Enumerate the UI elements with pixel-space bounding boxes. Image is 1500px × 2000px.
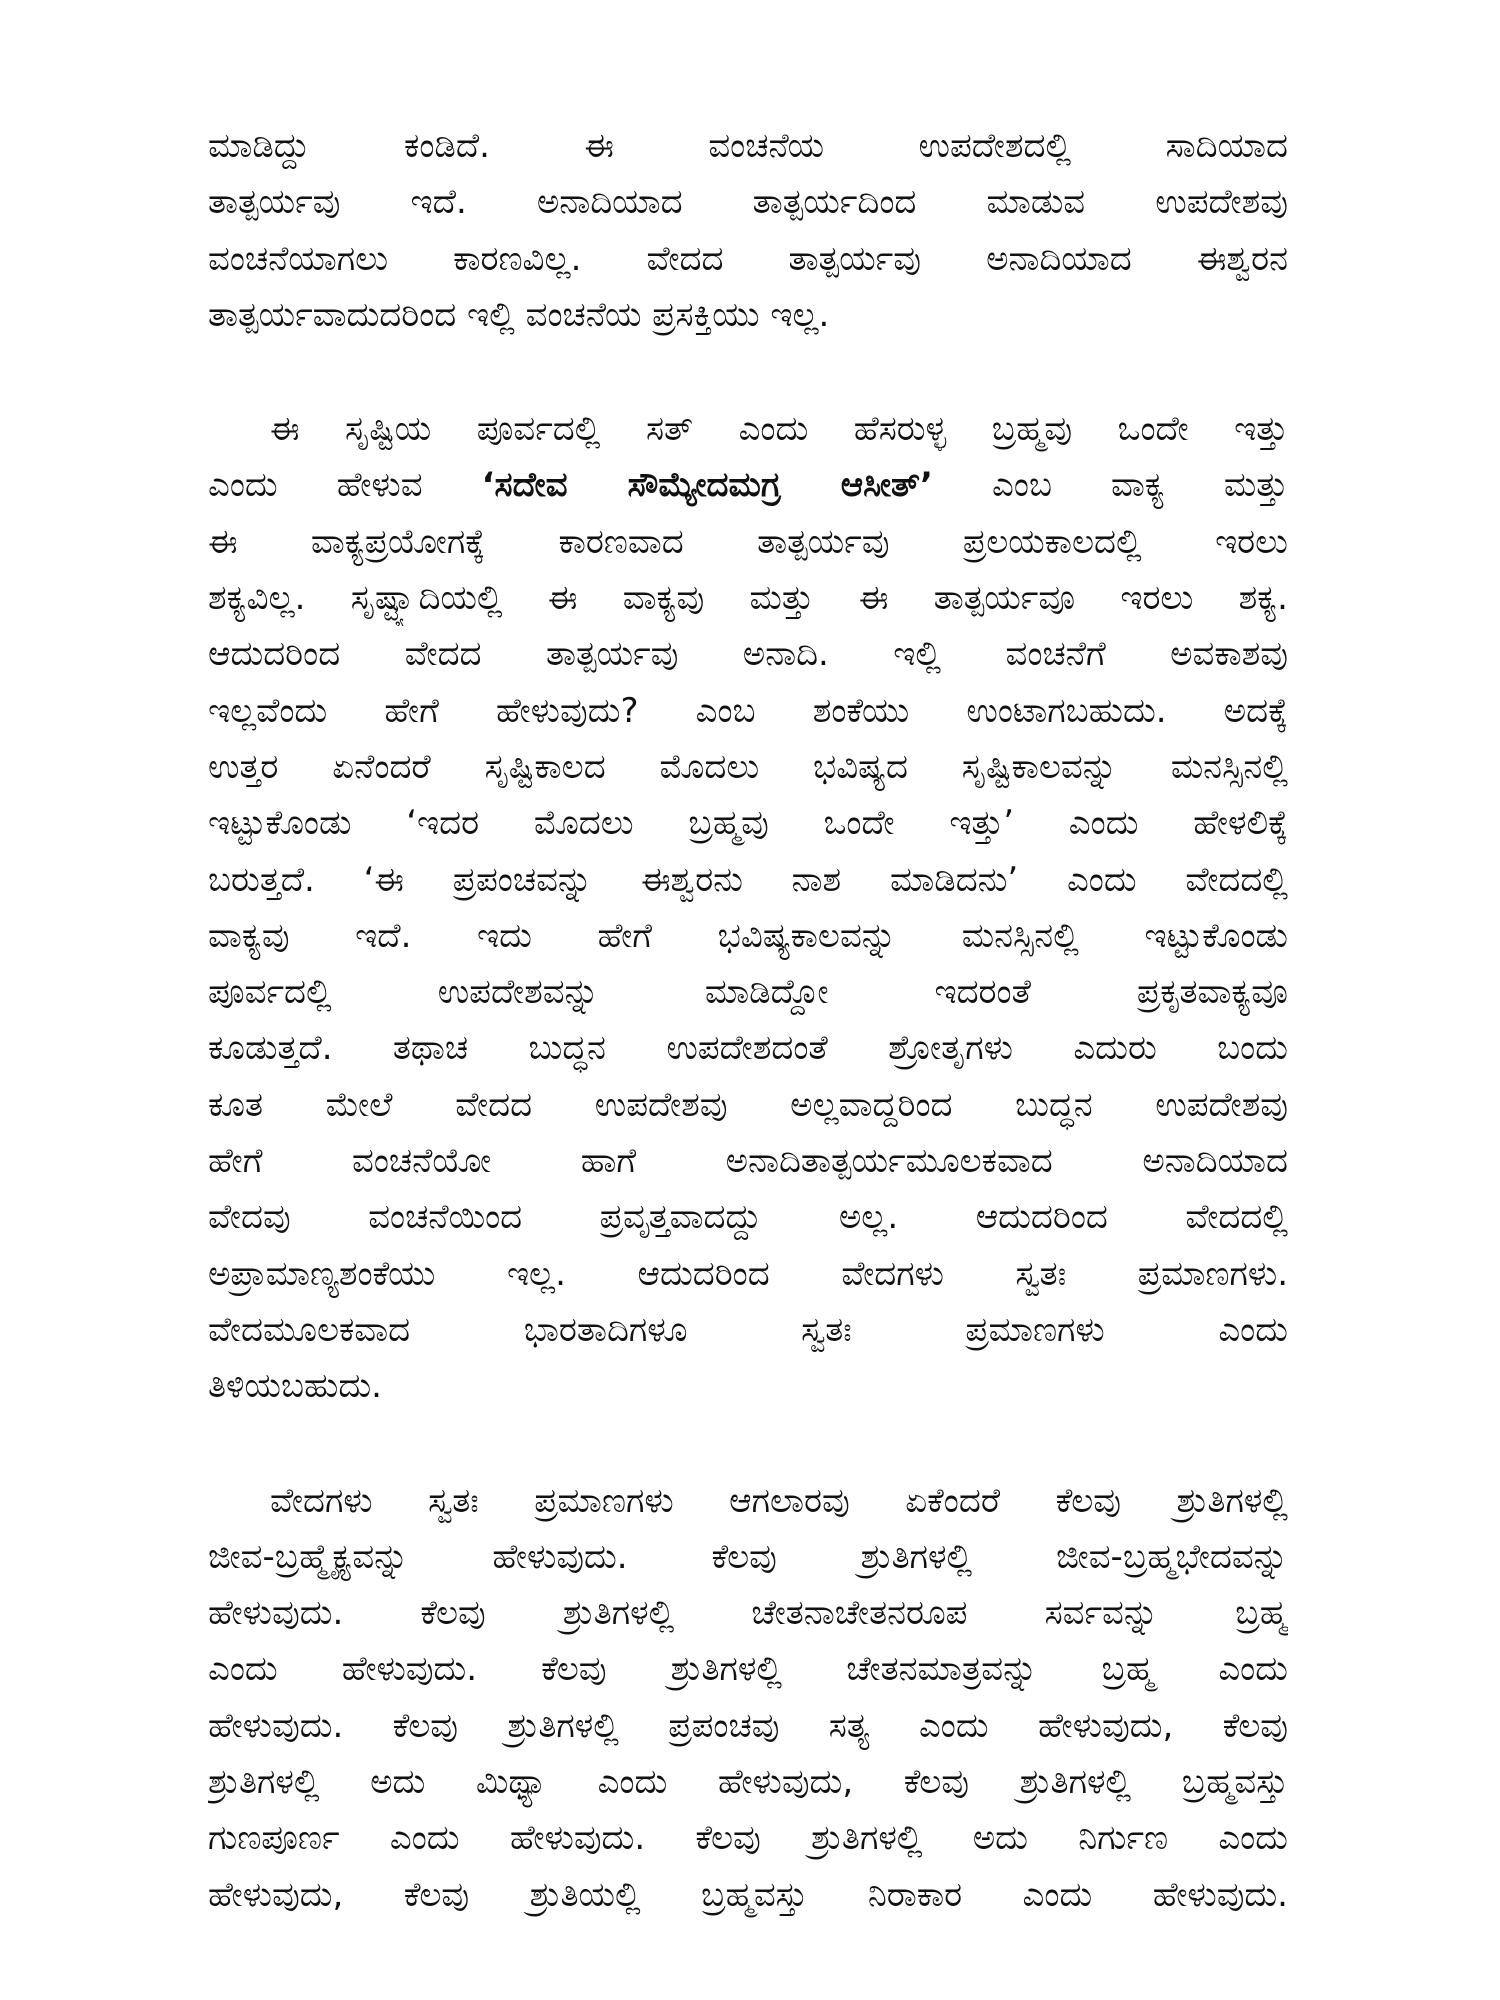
paragraph-gap (208, 1415, 1288, 1473)
text-line: ವಂಚನೆಯಾಗಲು ಕಾರಣವಿಲ್ಲ. ವೇದದ ತಾತ್ಪರ್ಯವು ಅನಾದಿಯಾದ ಈಶ್ವರನ (208, 238, 1288, 279)
text-line: ಇಟ್ಟುಕೊಂಡು ‘ಇದರ ಮೊದಲು ಬ್ರಹ್ಮವು ಒಂದೇ ಇತ್ತು’ ಎಂದು ಹೇಳಲಿಕ್ಕೆ (208, 803, 1288, 844)
text-line: ತಿಳಿಯಬಹುದು. (208, 1366, 382, 1407)
text-line-with-quote (208, 457, 1288, 513)
paragraph-1 (208, 118, 1288, 343)
text-line: ಪೂರ್ವದಲ್ಲಿ ಉಪದೇಶವನ್ನು ಮಾಡಿದ್ದೋ ಇದರಂತೆ ಪ್ರಕೃತವಾಕ್ಯವೂ (208, 972, 1288, 1013)
text-line: ಬರುತ್ತದೆ. ‘ಈ ಪ್ರಪಂಚವನ್ನು ಈಶ್ವರನು ನಾಶ ಮಾಡಿದನು’ ಎಂದು ವೇದದಲ್ಲಿ (208, 859, 1288, 900)
text-line: ಹೇಳುವುದು, ಕೆಲವು ಶ್ರುತಿಯಲ್ಲಿ ಬ್ರಹ್ಮವಸ್ತು ನಿರಾಕಾರ ಎಂದು ಹೇಳುವುದು. (208, 1874, 1288, 1915)
text-line: ಕೂಡುತ್ತದೆ. ತಥಾಚ ಬುದ್ಧನ ಉಪದೇಶದಂತೆ ಶ್ರೋತೃಗಳು ಎದುರು ಬಂದು (208, 1028, 1288, 1069)
text-line: ಈ ಸೃಷ್ಟಿಯ ಪೂರ್ವದಲ್ಲಿ ಸತ್ ಎಂದು ಹೆಸರುಳ್ಳ ಬ್ರಹ್ಮವು ಒಂದೇ ಇತ್ತು (270, 409, 1288, 450)
text-line: ಉತ್ತರ ಏನೆಂದರೆ ಸೃಷ್ಟಿಕಾಲದ ಮೊದಲು ಭವಿಷ್ಯದ ಸೃಷ್ಟಿಕಾಲವನ್ನು ಮನಸ್ಸಿನಲ್ಲಿ (208, 746, 1288, 787)
text-line: ಇಲ್ಲವೆಂದು ಹೇಗೆ ಹೇಳುವುದು? ಎಂಬ ಶಂಕೆಯು ಉಂಟಾಗಬಹುದು. ಅದಕ್ಕೆ (208, 690, 1288, 731)
text-line: ವಾಕ್ಯವು ಇದೆ. ಇದು ಹೇಗೆ ಭವಿಷ್ಯಕಾಲವನ್ನು ಮನಸ್ಸಿನಲ್ಲಿ ಇಟ್ಟುಕೊಂಡು (208, 915, 1288, 956)
text-line: ಹೇಗೆ ವಂಚನೆಯೋ ಹಾಗೆ ಅನಾದಿತಾತ್ಪರ್ಯಮೂಲಕವಾದ ಅನಾದಿಯಾದ (208, 1141, 1288, 1182)
text-line: ಈ ವಾಕ್ಯಪ್ರಯೋಗಕ್ಕೆ ಕಾರಣವಾದ ತಾತ್ಪರ್ಯವು ಪ್ರಲಯಕಾಲದಲ್ಲಿ ಇರಲು (208, 521, 1288, 562)
text-line: ಶ್ರುತಿಗಳಲ್ಲಿ ಅದು ಮಿಥ್ಯಾ ಎಂದು ಹೇಳುವುದು, ಕೆಲವು ಶ್ರುತಿಗಳಲ್ಲಿ ಬ್ರಹ್ಮವಸ್ತು (208, 1762, 1288, 1803)
text-line: ಹೇಳುವುದು. ಕೆಲವು ಶ್ರುತಿಗಳಲ್ಲಿ ಪ್ರಪಂಚವು ಸತ್ಯ ಎಂದು ಹೇಳುವುದು, ಕೆಲವು (208, 1705, 1288, 1746)
text-line: ತಾತ್ಪರ್ಯವು ಇದೆ. ಅನಾದಿಯಾದ ತಾತ್ಪರ್ಯದಿಂದ ಮಾಡುವ ಉಪದೇಶವು (208, 182, 1288, 223)
text-line: ವೇದವು ವಂಚನೆಯಿಂದ ಪ್ರವೃತ್ತವಾದದ್ದು ಅಲ್ಲ. ಆದುದರಿಂದ ವೇದದಲ್ಲಿ (208, 1197, 1288, 1238)
text-line: ಗುಣಪೂರ್ಣ ಎಂದು ಹೇಳುವುದು. ಕೆಲವು ಶ್ರುತಿಗಳಲ್ಲಿ ಅದು ನಿರ್ಗುಣ ಎಂದು (208, 1818, 1288, 1859)
text-line: ಅಪ್ರಾಮಾಣ್ಯಶಂಕೆಯು ಇಲ್ಲ. ಆದುದರಿಂದ ವೇದಗಳು ಸ್ವತಃ ಪ್ರಮಾಣಗಳು. (208, 1253, 1288, 1294)
bold-quotation: ‘ಸದೇವ ಸೌಮ್ಯೇದಮಗ್ರ ಆಸೀತ್’ (481, 465, 933, 506)
text-line: ವೇದಮೂಲಕವಾದ ಭಾರತಾದಿಗಳೂ ಸ್ವತಃ ಪ್ರಮಾಣಗಳು ಎಂದು (208, 1309, 1288, 1350)
text-line: ಕೂತ ಮೇಲೆ ವೇದದ ಉಪದೇಶವು ಅಲ್ಲವಾದ್ದರಿಂದ ಬುದ್ಧನ ಉಪದೇಶವು (208, 1084, 1288, 1125)
document-page (208, 118, 1288, 1923)
paragraph-3 (208, 1473, 1288, 1923)
text-line: ಹೇಳುವುದು. ಕೆಲವು ಶ್ರುತಿಗಳಲ್ಲಿ ಚೇತನಾಚೇತನರೂಪ ಸರ್ವವನ್ನು ಬ್ರಹ್ಮ (208, 1593, 1288, 1634)
text-line: ತಾತ್ಪರ್ಯವಾದುದರಿಂದ ಇಲ್ಲಿ ವಂಚನೆಯ ಪ್ರಸಕ್ತಿಯು ಇಲ್ಲ. (208, 294, 830, 335)
text-line: ಮಾಡಿದ್ದು ಕಂಡಿದೆ. ಈ ವಂಚನೆಯ ಉಪದೇಶದಲ್ಲಿ ಸಾದಿಯಾದ (208, 126, 1288, 166)
text-line: ಎಂದು ಹೇಳುವುದು. ಕೆಲವು ಶ್ರುತಿಗಳಲ್ಲಿ ಚೇತನಮಾತ್ರವನ್ನು ಬ್ರಹ್ಮ ಎಂದು (208, 1649, 1288, 1690)
text-line: ವೇದಗಳು ಸ್ವತಃ ಪ್ರಮಾಣಗಳು ಆಗಲಾರವು ಏಕೆಂದರೆ ಕೆಲವು ಶ್ರುತಿಗಳಲ್ಲಿ (270, 1480, 1288, 1521)
text-line: ಆದುದರಿಂದ ವೇದದ ತಾತ್ಪರ್ಯವು ಅನಾದಿ. ಇಲ್ಲಿ ವಂಚನೆಗೆ ಅವಕಾಶವು (208, 634, 1288, 675)
text-line: ಶಕ್ಯವಿಲ್ಲ. ಸೃಷ್ಟ್ಯಾದಿಯಲ್ಲಿ ಈ ವಾಕ್ಯವು ಮತ್ತು ಈ ತಾತ್ಪರ್ಯವೂ ಇರಲು ಶಕ್ಯ. (208, 578, 1288, 619)
text-line: ಜೀವ-ಬ್ರಹ್ಮೈಕ್ಯವನ್ನು ಹೇಳುವುದು. ಕೆಲವು ಶ್ರುತಿಗಳಲ್ಲಿ ಜೀವ-ಬ್ರಹ್ಮಭೇದವನ್ನು (208, 1536, 1288, 1577)
text-segment: ಎಂಬ ವಾಕ್ಯ ಮತ್ತು (932, 465, 1288, 506)
paragraph-gap (208, 343, 1288, 401)
paragraph-2 (208, 401, 1288, 1414)
text-segment: ಎಂದು ಹೇಳುವ (208, 465, 482, 506)
